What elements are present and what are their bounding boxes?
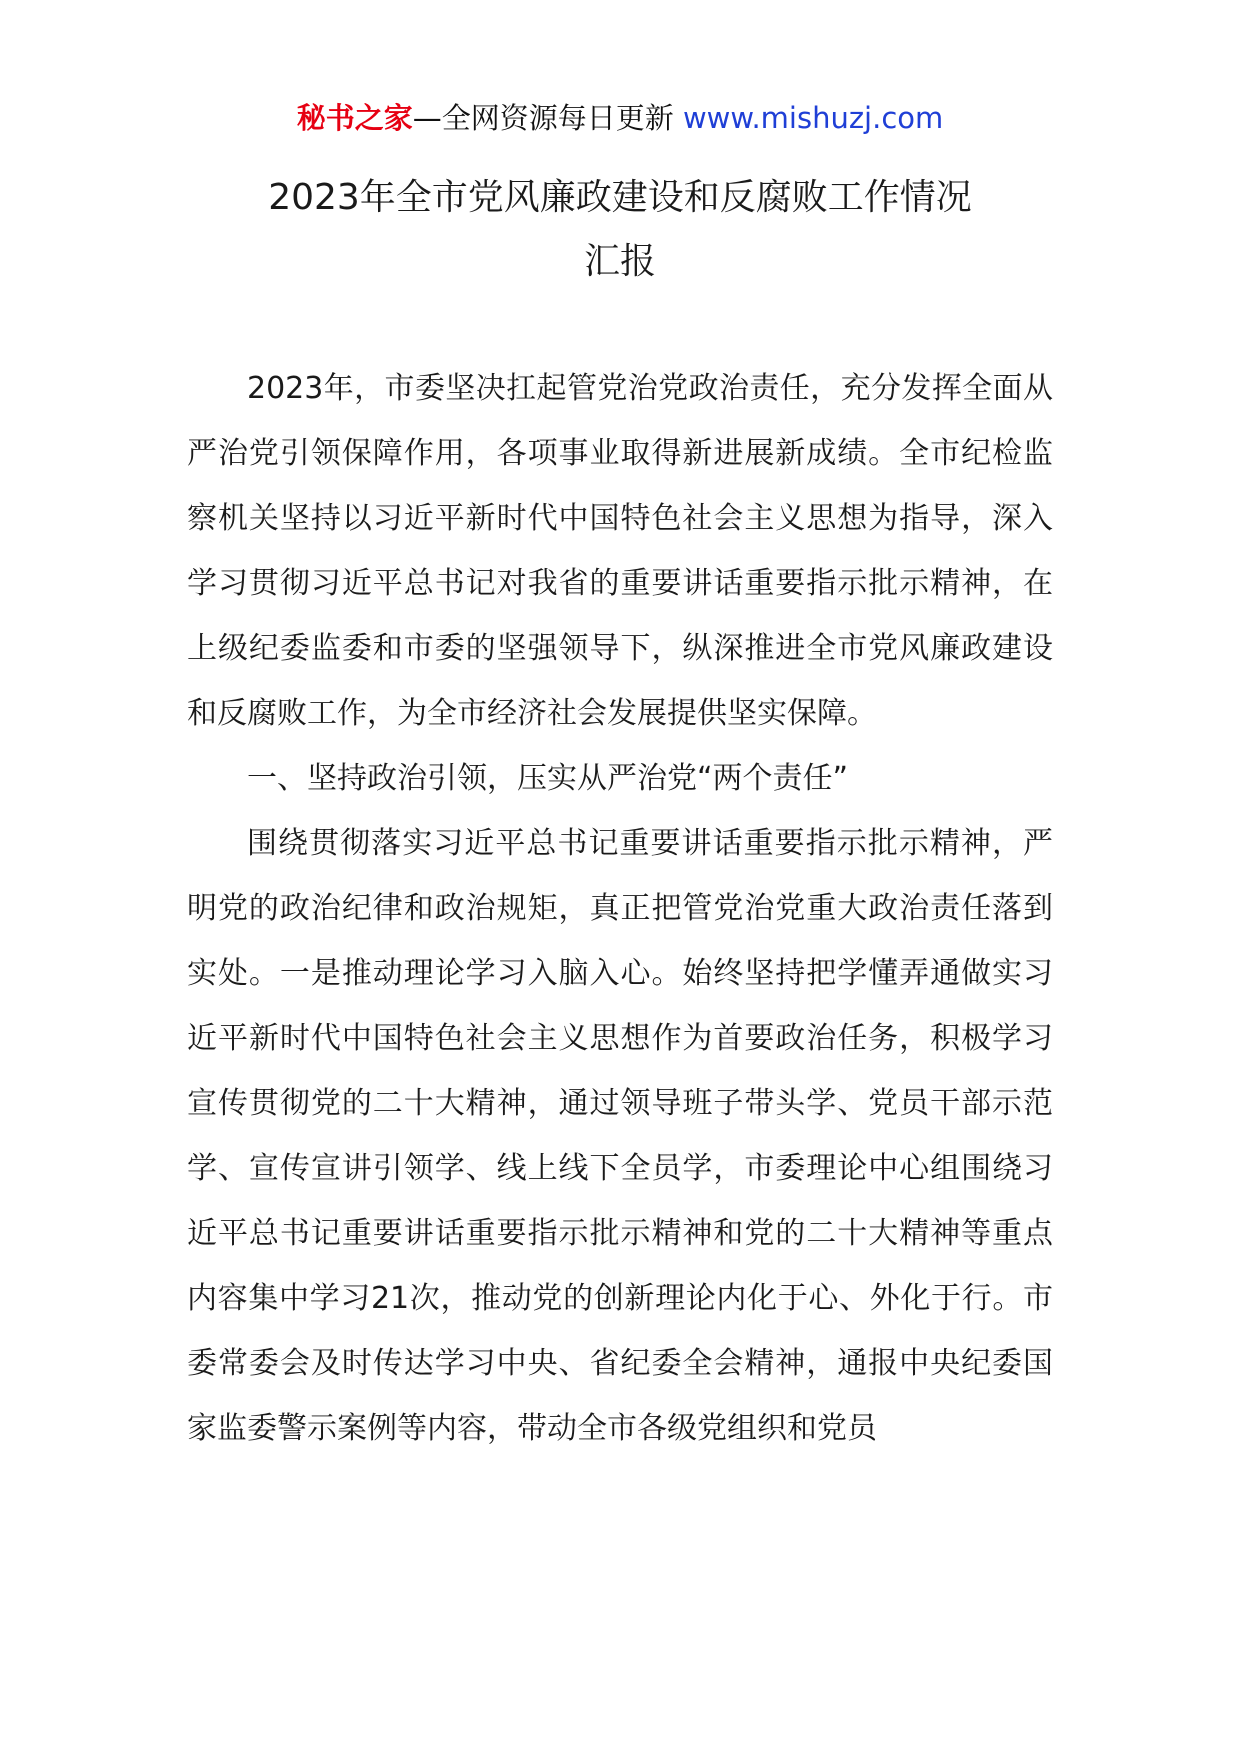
document-title-line-2: 汇报 [583,241,656,282]
document-body [187,356,1053,1461]
site-name: 秘书之家 [296,101,413,135]
body-paragraph-section-1: 围绕贯彻落实习近平总书记重要讲话重要指示批示精神，严明党的政治纪律和政治规矩，真正把管党治党重大政治责任落到实处。一是推动理论学习入脑入心。始终坚持把学懂弄通做实习近平新时代中国特色社会主义思想作为首要政治任务，积极学习宣传贯彻党的二十大精神，通过领导班子带头学、党员干部示范学、宣传宣讲引领学、线上线下全员学，市委理论中心组围绕习近平总书记重要讲话重要指示批示精神和党的二十大精神等重点内容集中学习21次，推动党的创新理论内化于心、外化于行。市委常委会及时传达学习中央、省纪委全会精神，通报中央纪委国家监委警示案例等内容，带动全市各级党组织和党员 [187,826,1053,1446]
site-slogan: —全网资源每日更新 [412,101,674,135]
section-heading-1: 一、坚持政治引领，压实从严治党“两个责任” [247,761,849,796]
site-header [0,98,1240,138]
body-paragraph-intro: 2023年，市委坚决扛起管党治党政治责任，充分发挥全面从严治党引领保障作用，各项事业取得新进展新成绩。全市纪检监察机关坚持以习近平新时代中国特色社会主义思想为指导，深入学习贯彻习近平总书记对我省的重要讲话重要指示批示精神，在上级纪委监委和市委的坚强领导下，纵深推进全市党风廉政建设和反腐败工作，为全市经济社会发展提供坚实保障。 [187,371,1053,731]
site-url-link[interactable]: www.mishuzj.com [682,101,944,135]
document-title-line-1: 2023年全市党风廉政建设和反腐败工作情况 [268,177,972,218]
document-title [120,166,1120,294]
